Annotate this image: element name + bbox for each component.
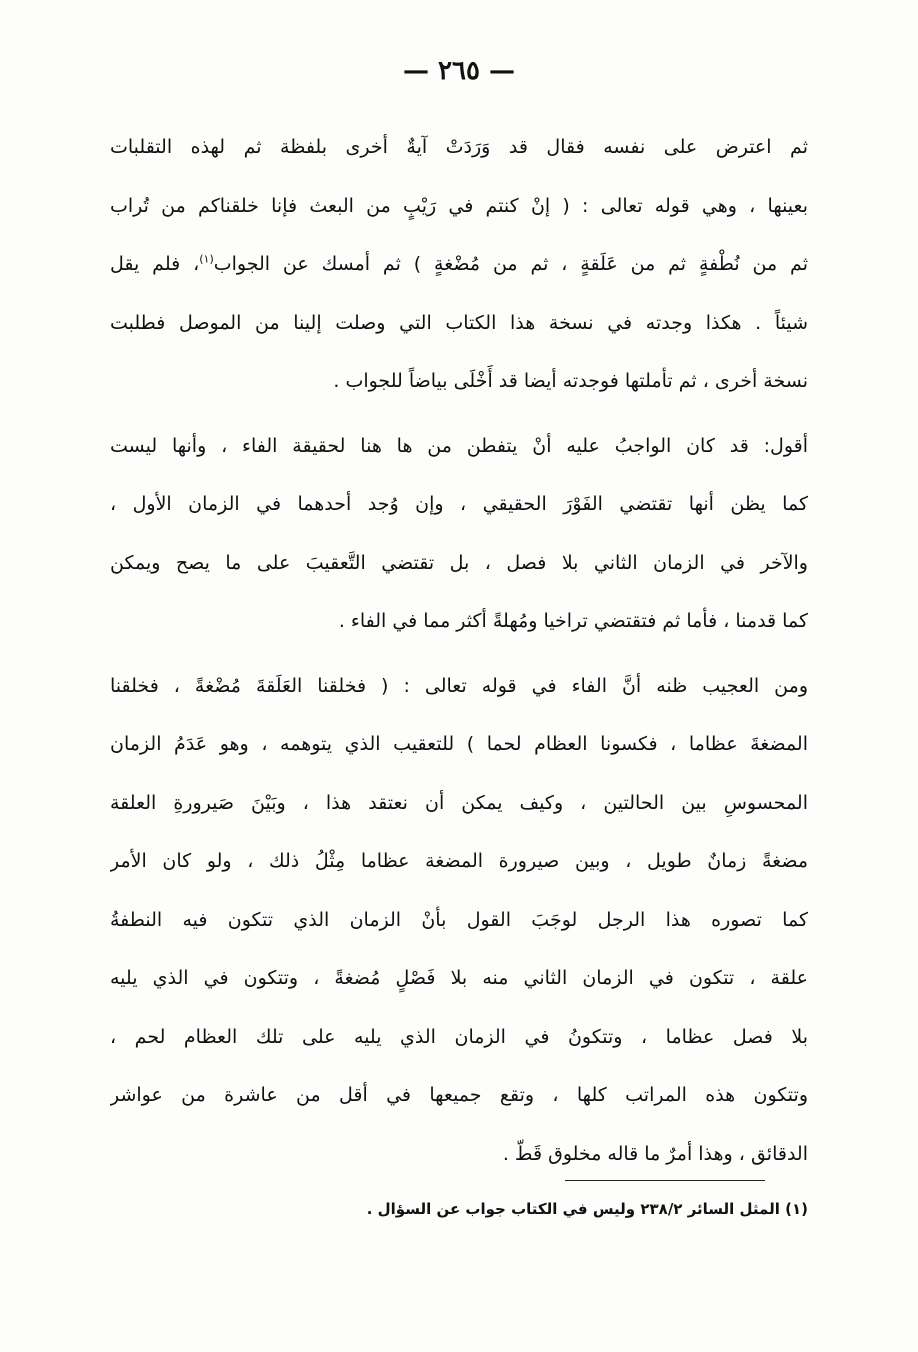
footnote-number: (١)	[785, 1200, 808, 1218]
text-line: نسخة أخرى ، ثم تأملتها فوجدته أيضا قد أَخْلَى بياضاً للجواب .	[333, 370, 808, 392]
footnote-divider	[565, 1180, 765, 1181]
paragraph-3	[110, 657, 808, 1184]
text-line: علقة ، تتكون في الزمان الثاني منه بلا فَصْلٍ مُضغةً ، وتتكون في الذي يليه	[110, 967, 808, 989]
text-line: ثم اعترض على نفسه فقال قد وَرَدَتْ آيةٌ أخرى بلفظة ثم لهذه التقلبات	[110, 136, 808, 158]
text-segment: ، فلم يقل	[110, 253, 200, 275]
text-line: كما قدمنا ، فأما ثم فتقتضي تراخيا ومُهلةً أكثر مما في الفاء .	[338, 610, 808, 632]
text-line: شيئاً . هكذا وجدته في نسخة هذا الكتاب التي وصلت إلينا من الموصل فطلبت	[110, 311, 808, 334]
body-text	[110, 118, 808, 1183]
page-number: — ٢٦٥ —	[402, 56, 516, 86]
footnote-text: المثل السائر ٢٣٨/٢ وليس في الكتاب جواب عن السؤال .	[366, 1200, 780, 1218]
text-line: المضغةَ عظاما ، فكسونا العظام لحما ) للتعقيب الذي يتوهمه ، وهو عَدَمُ الزمان	[110, 733, 808, 755]
text-line: أقول: قد كان الواجبُ عليه أنْ يتفطن من ها هنا لحقيقة الفاء ، وأنها ليست	[110, 434, 808, 457]
paragraph-1	[110, 118, 808, 411]
text-line: وتتكون هذه المراتب كلها ، وتقع جميعها في أقل من عاشرة من عواشر	[110, 1084, 808, 1106]
text-line: مضغةً زمانٌ طويل ، وبين صيرورة المضغة عظاما مِثْلُ ذلك ، ولو كان الأمر	[110, 850, 808, 872]
footnote	[110, 1196, 808, 1222]
text-line: والآخر في الزمان الثاني بلا فصل ، بل تقتضي التَّعقيبَ على ما يصح ويمكن	[110, 551, 808, 574]
text-line	[110, 235, 808, 294]
footnote-marker: (١)	[199, 252, 214, 266]
text-line: كما تصوره هذا الرجل لوجَبَ القول بأنْ الزمان الذي تتكون فيه النطفةُ	[110, 908, 808, 931]
text-segment: ثم من نُطْفةٍ ثم من عَلَقةٍ ، ثم من مُضْغةٍ ) ثم أمسك عن الجواب	[213, 253, 808, 275]
text-line: المحسوسِ بين الحالتين ، وكيف يمكن أن نعتقد هذا ، وبَيْنَ صَيرورةِ العلقة	[110, 791, 808, 814]
text-line: بعينها ، وهي قوله تعالى : ( إنْ كنتم في رَيْبٍ من البعث فإنا خلقناكم من تُراب	[110, 194, 808, 217]
text-line: كما يظن أنها تقتضي الفَوْرَ الحقيقي ، وإن وُجد أحدهما في الزمان الأول ،	[110, 493, 808, 515]
text-line: الدقائق ، وهذا أمرٌ ما قاله مخلوق قَطّ .	[502, 1142, 808, 1165]
text-line: ومن العجيب ظنه أنَّ الفاء في قوله تعالى : ( فخلقنا العَلَقةَ مُضْغةً ، فخلقنا	[110, 674, 808, 697]
paragraph-2	[110, 417, 808, 651]
text-line: بلا فصل عظاما ، وتتكونُ في الزمان الذي يليه على تلك العظام لحم ،	[110, 1025, 808, 1048]
